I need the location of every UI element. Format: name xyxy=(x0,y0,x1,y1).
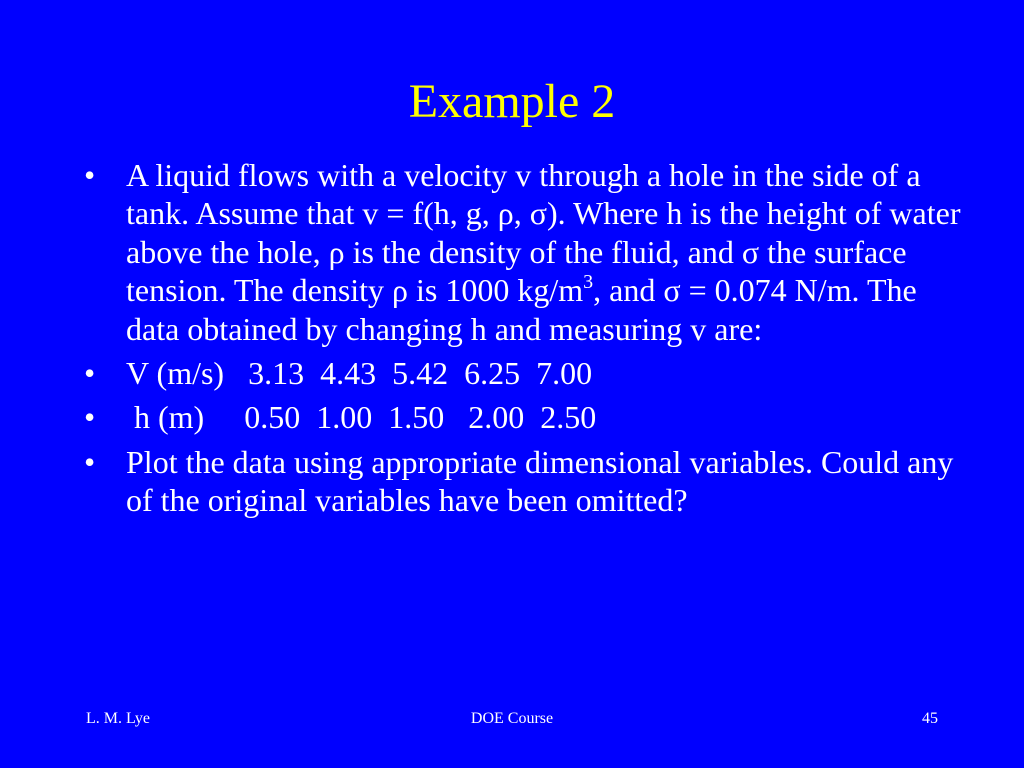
bullet-list xyxy=(84,156,964,526)
footer-course: DOE Course xyxy=(470,710,554,727)
footer-page-number: 45 xyxy=(922,710,938,727)
instruction-text: Plot the data using appropriate dimensional variables. Could any of the original variables have been omitted? xyxy=(126,443,954,519)
problem-statement-text: A liquid flows with a velocity v through a hole in the side of a tank. Assume that v = f(h, g, ρ, σ). Where h is the height of water above the hole, ρ is the density of the fluid, and σ the surface tension. The density ρ is 1000 kg/m xyxy=(126,157,961,309)
bullet-item-problem-statement xyxy=(84,156,964,348)
bullet-icon: • xyxy=(84,355,96,392)
problem-statement-continued: , and σ = 0.074 N/m. The data obtained by changing h and measuring v are: xyxy=(126,272,917,347)
footer-author: L. M. Lye xyxy=(86,710,150,727)
height-data-row: h (m) 0.50 1.00 1.50 2.00 2.50 xyxy=(126,399,597,436)
superscript-exponent: 3 xyxy=(583,270,594,293)
bullet-item-height-data xyxy=(84,398,964,436)
bullet-icon: • xyxy=(84,399,96,436)
bullet-item-velocity-data xyxy=(84,354,964,392)
velocity-data-row: V (m/s) 3.13 4.43 5.42 6.25 7.00 xyxy=(126,355,593,392)
bullet-icon: • xyxy=(84,157,96,193)
slide-title: Example 2 xyxy=(408,75,616,128)
bullet-item-instruction xyxy=(84,443,964,520)
bullet-icon: • xyxy=(84,443,96,480)
